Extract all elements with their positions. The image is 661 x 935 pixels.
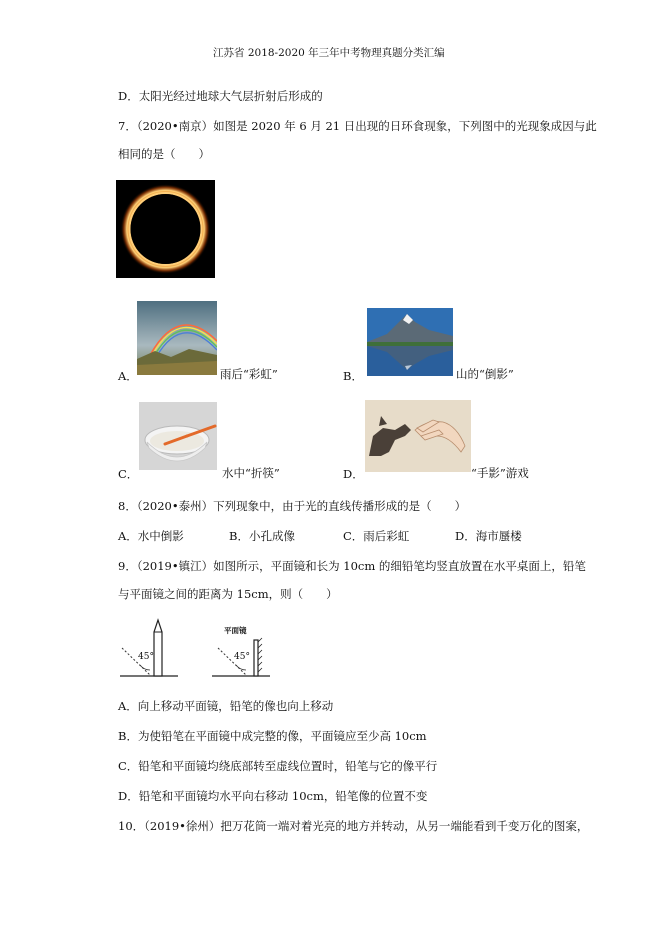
pencil-mirror-figure <box>118 618 278 682</box>
q8-option-d: D．海市蜃楼 <box>455 529 522 543</box>
q8-stem: 8．（2020•泰州）下列现象中，由于光的直线传播形成的是（ ） <box>118 499 467 513</box>
q9-option-d: D．铅笔和平面镜均水平向右移动 10cm，铅笔像的位置不变 <box>118 789 428 803</box>
option-c-letter: C． <box>118 467 139 481</box>
rainbow-image <box>137 301 217 375</box>
angle-label-left: 45° <box>138 652 154 662</box>
q9-stem-line2: 与平面镜之间的距离为 15cm，则（ ） <box>118 587 338 601</box>
q9-option-a: A．向上移动平面镜，铅笔的像也向上移动 <box>118 699 334 713</box>
option-b-caption: 山的“倒影” <box>456 367 514 381</box>
q10-stem-line1: 10．（2019•徐州）把万花筒一端对着光亮的地方并转动，从另一端能看到千变万化的图案， <box>118 819 589 833</box>
option-d-caption: “手影”游戏 <box>471 466 529 480</box>
mountain-reflection-image <box>367 308 453 376</box>
q7-stem-line1: 7．（2020•南京）如图是 2020 年 6 月 21 日出现的日环食现象，下列图中的光现象成因与此 <box>118 119 597 133</box>
angle-label-right: 45° <box>234 652 250 662</box>
q8-option-a: A．水中倒影 <box>118 529 184 543</box>
q9-option-b: B．为使铅笔在平面镜中成完整的像，平面镜应至少高 10cm <box>118 729 427 743</box>
bent-chopstick-image <box>139 402 217 470</box>
option-b-letter: B． <box>343 369 363 383</box>
q7-stem-line2: 相同的是（ ） <box>118 147 210 161</box>
angle-arc-right <box>236 665 246 670</box>
option-a-letter: A． <box>118 369 138 383</box>
annular-eclipse-image <box>116 180 215 278</box>
page-header: 江苏省 2018-2020 年三年中考物理真题分类汇编 <box>213 47 445 59</box>
q8-option-c: C．雨后彩虹 <box>343 529 410 543</box>
pencil-shape <box>154 620 162 676</box>
mirror-label: 平面镜 <box>224 626 247 635</box>
q6-option-d: D．太阳光经过地球大气层折射后形成的 <box>118 89 323 103</box>
option-c-caption: 水中“折筷” <box>222 466 280 480</box>
q9-stem-line1: 9．（2019•镇江）如图所示，平面镜和长为 10cm 的细铅笔均竖直放置在水平桌面上，铅笔 <box>118 559 586 573</box>
hand-shadow-image <box>365 400 471 472</box>
option-a-caption: 雨后“彩虹” <box>220 367 278 381</box>
q9-option-c: C．铅笔和平面镜均绕底部转至虚线位置时，铅笔与它的像平行 <box>118 759 438 773</box>
angle-arc-left <box>140 665 150 670</box>
option-d-letter: D． <box>343 467 364 481</box>
q8-option-b: B．小孔成像 <box>229 529 295 543</box>
plane-mirror-shape <box>254 640 258 676</box>
